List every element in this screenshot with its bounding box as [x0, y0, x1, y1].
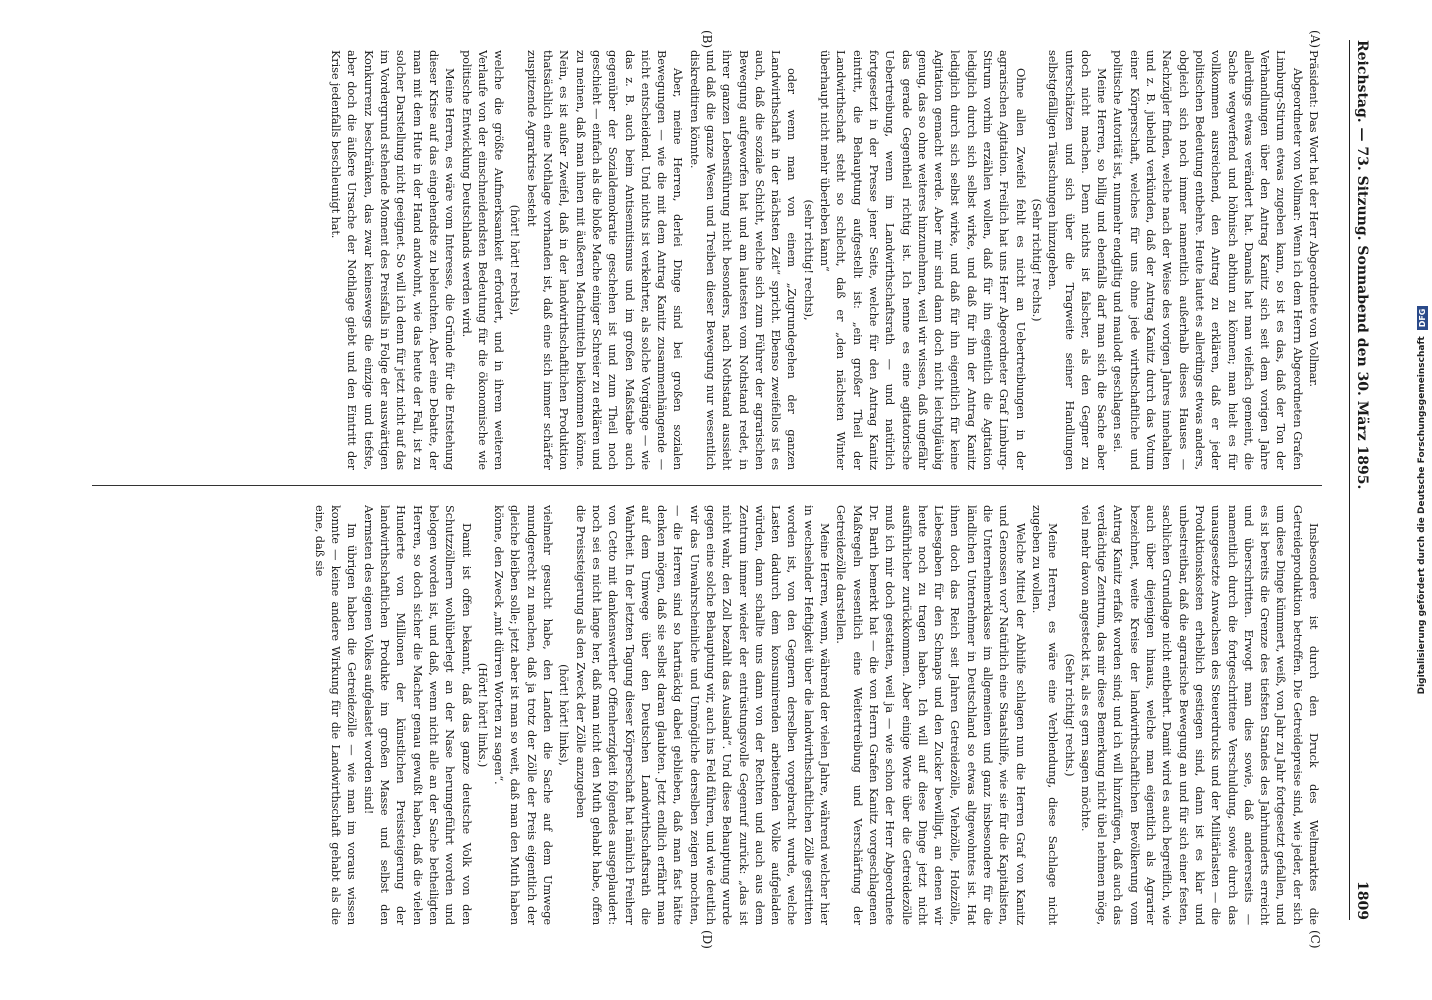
column-divider [92, 485, 1322, 486]
paragraph: Meine Herren, so billig und ebenfalls darf man sich die Sache aber doch nicht machen. Denn nichts ist falscher, als den Gegner zu unterschätzen und sich über die Tragweite seiner Handlungen selbstgefälligen Täuschungen hinzugeben. [1046, 50, 1110, 470]
margin-marker-b: (B) [700, 30, 714, 49]
paragraph: Im übrigen haben die Getreidezölle — wie man im voraus wissen konnte — keine andere Wirkung für die Landwirthschaft gehabt als die eine, daß sie [312, 505, 360, 925]
paragraph: (Hört! hört! links.) [475, 662, 490, 768]
paragraph: Damit ist offen bekannt, daß das ganze deutsche Volk von den Schutzzöllnern wohlüberlegt an der Nase herumgeführt worden und belogen worden ist, und daß, wenn nicht alle an der Sache betheiligten Herren, so doch sicher die Macher genau gewußt haben, daß die vielen Hunderte von Millionen der künstlichen Preissteigerung der landwirthschaftlichen Produkte im großen Masse und selbst den Aermsten des eigenen Volkes aufgelastet worden sind! [361, 505, 474, 925]
paragraph: Insbesondere ist durch den Druck des Weltmarktes die Getreideproduktion betroffen. Die Getreidepreise sind, wie jeder, der sich um diese Dinge kümmert, weiß, von Jahr zu Jahr fortgesetzt gefallen, und es ist bereits die Grenze des tiefsten Standes des Jahrhunderts erreicht und überschritten. Erwogt man dies sowie, daß andererseits — namentlich durch die fortgeschrittene Verschuldung, sowie durch das unausgesetzte Anwachsen des Steuerdrucks und der Militärlasten — die Produktionskosten erheblich gestiegen sind, dann ist es klar und unbestreitbar, daß die agrarische Bewegung an und für sich einer festen, sachlichen Grundlage nicht entbehrt. Damit wird es auch begreiflich, wie auch über diejenigen hinaus, welche man eigentlich als Agrarier bezeichnet, weite Kreise der landwirthschaftlichen Bevölkerung vom Antrag Kanitz erfaßt worden sind; und ich will hinzufügen, daß auch das verdächtige Zentrum, das mir diese Bemerkung nicht übel nehmen möge, viel mehr davon angesteckt ist, als es gern sagen möchte. [1078, 505, 1321, 925]
page-header [1349, 40, 1372, 920]
paragraph: Meine Herren, es wäre vom Interesse, die Gründe für die Entstehung dieser Krise auf das eingehendste zu beleuchten. Aber eine Debatte, der man mit dem Hute in der Hand andwohnt, wie das heute der Fall, ist zu solcher Darstellung nicht geeignet. So will ich denn für jetzt nicht auf das im Vordergrund stehende Moment des Preisfalls in Folge der auswärtigen Konkurrenz beschränken, das zwar keineswegs die einzige und tiefste, aber doch die äußere Ursache der Nothlage giebt und den Eintritt der Krise jedenfalls beschleunigt hat. [329, 50, 458, 470]
paragraph: vielmehr gesucht habe, den Landen die Sache auf dem Umwege mundgerecht zu machen, daß ja trotz der Zölle der Preis eigentlich der gleiche bleiben solle; jetzt aber ist man so weit, daß man den Muth haben könne, den Zweck „mit dürren Worten zu sagen“. [492, 505, 556, 925]
margin-marker-a: (A) [1308, 30, 1322, 49]
page-number: 1809 [1354, 881, 1370, 920]
paragraph: Präsident: Das Wort hat der Herr Abgeordnete von Vollmar. [1307, 50, 1321, 387]
margin-marker-d: (D) [700, 930, 714, 949]
paragraph: oder wenn man von einem „Zugrundegehen der ganzen Landwirthschaft in der nächsten Zeit“ spricht. Ebenso zweifellos ist es auch, daß die soziale Schicht, welche sich zum Führer der agrarischen Bewegung aufgeworfen hat und am lautesten vom Nothstand redet, in ihrer ganzen Lebensführung nicht besonders, nach Nothstand aussieht und daß die ganze Wesen und Treiben dieser Bewegung nur wesentlich diskreditiren könnte. [687, 50, 800, 470]
digitization-note [1412, 0, 1432, 1000]
paragraph: (hört! hört! links), [557, 664, 572, 766]
paragraph: Meine Herren, wenn, während der vielen Jahre, während welcher hier in wechselnder Heftigkeit über die landwirthschaftlichen Zölle gestritten worden ist, von den Gegnern derselben vorgebracht wurde, welche Lasten dadurch dem konsumirenden arbeitenden Volke aufgeladen würden, dann schallte uns dann von der Rechten und auch aus dem Zentrum immer wieder der entrüstungsvolle Gegenruf zurück: „das ist nicht wahr, den Zoll bezahlt das Ausland“. Und diese Behauptung wurde gegen eine solche Behauptung wir, auch ins Feld führen, und wie deutlich wir das Unwahrscheinliche und Unmögliche derselben zeigen mochten, — die Herren sind so hartnäckig dabei geblieben, daß man fast hätte denken mögen, daß sie selbst daran glaubten. Jetzt endlich erfährt man auf dem Umwege über den Deutschen Landwirthschaftsrath die Wahrheit. In der letzten Tagung dieser Körperschaft hat nämlich Freiherr von Cetto mit dankenswerther Offenherzigkeit folgendes ausgeplaudert: noch sei es nicht lange her, daß man nicht den Muth gehabt habe, offen die Preissteigerung als den Zweck der Zölle anzugeben [573, 505, 833, 925]
left-column [87, 50, 1322, 470]
right-column [87, 505, 1322, 925]
paragraph: Abgeordneter von Vollmar: Wenn ich dem Herrn Abgeordneten Grafen Limburg-Stirum etwas zugeben kann, so ist es das, daß der Ton der Verhandlungen über den Antrag Kanitz sich seit dem vorigen Jahre allerdings etwas verändert hat. Damals hat man vielfach gemeint, die Sache wegwerfend und höhnisch abthun zu können; man hielt es für vollkommen ausreichend, den Antrag zu erklären, daß er jeder politischen Bedeutung entbehre. Heute lautet es allerdings etwas anders, obgleich sich noch immer namentlich außerhalb dieses Hauses — Nachzügler finden, welche nach der Weise des vorigen Jahres innehalten und z. B. jubelnd verkünden, daß der Antrag Kanitz durch das Votum einer Körperschaft, welches für uns ohne jede wirthschaftliche und politische Autorität ist, nunmehr endgiltig und maulodt geschlagen sei. [1111, 50, 1305, 470]
margin-marker-c: (C) [1308, 930, 1322, 949]
paragraph: Meine Herren, es wäre eine Verblendung, diese Sachlage nicht zugeben zu wollen. [1029, 505, 1061, 925]
paragraph: Ohne allen Zweifel fehlt es nicht an Uebertreibungen in der agrarischen Agitation. Freilich hat uns Herr Abgeordneter Graf Limburg-Stirum vorhin erzählen wollen, daß für ihn eigentlich die Agitation lediglich durch sich selbst wirke, und daß für ihn der Antrag Kanitz lediglich durch sich selbst wirke, und daß für ihn eigentlich für keine Agitation gemacht werde. Aber mir sind dann doch nicht leichtgläubig genug, das so ohne weiteres hinzunehmen, weil wir wissen, daß ungefähr das gerade Gegentheil richtig ist. Ich nenne es eine agitatorische Uebertreibung, wenn im Landwirthschaftsrath — und natürlich fortgesetzt in der Presse jener Seite, welche für den Antrag Kanitz eintritt, die Behauptung aufgestellt ist: „ein großer Theil der Landwirthschaft steht so schlecht, daß er „den nächsten Winter überhaupt nicht mehr überleben kann“ [818, 50, 1028, 470]
paragraph: (Sehr richtig! rechts.) [1029, 198, 1044, 322]
digitization-text: Digitalisierung gefördert durch die Deutsche Forschungsgemeinschaft [1417, 336, 1427, 695]
header-title: Reichstag. — 73. Sitzung. Sonnabend den 30. März 1895. [1354, 40, 1370, 490]
paragraph: (Sehr richtig! rechts.) [1062, 653, 1077, 777]
paragraph: (hört! hört! rechts), [508, 204, 523, 316]
dfg-logo: DFG [1417, 306, 1428, 331]
paragraph: Welche Mittel der Abhilfe schlagen nun die Herren Graf von Kanitz und Genossen vor? Natürlich eine Staatshilfe, wie sie für die Kapitalisten, die Unternehmerklasse im allgemeinen und ganz insbesondere für die ländlichen Unternehmer in Deutschland so etwas altgewohntes ist. Hat ihnen doch das Reich seit Jahren Getreidezölle, Viehzölle, Holzzölle, Liebesgaben für den Schnaps und den Zucker bewilligt, an denen wir heute noch zu tragen haben. Ich will auf diese Dinge jetzt nicht ausführlicher zurückkommen. Aber einige Worte über die Getreidezölle muß ich mir doch gestatten, weil ja — wie schon der Herr Abgeordnete Dr. Barth bemerkt hat — die von Herrn Grafen Kanitz vorgeschlagenen Maßregeln wesentlich eine Weitertreibung und Verschärfung der Getreidezölle darstellen. [834, 505, 1028, 925]
paragraph: (sehr richtig! rechts), [801, 199, 816, 321]
paragraph: Aber, meine Herren, derlei Dinge sind bei großen sozialen Bewegungen — wie die mit dem Antrag Kanitz zusammenhängende — nicht entscheidend. Und nichts ist verkehrter, als solche Vorgänge — wie das z. B. auch beim Antisemitismus und im großen Maßstabe auch gegenüber der Sozialdemokratie geschehen ist und zum Theil noch geschieht — einfach als die bloße Mache einiger Schreier zu erklären und zu meinen, daß man ihnen mit äußeren Machtmitteln beikommen könne. Nein, es ist außer Zweifel, daß in der landwirthschaftlichen Produktion thatsächlich eine Nothlage vorhanden ist, daß eine sich immer schärfer zuspitzende Agrarkrise besteht [524, 50, 686, 470]
paragraph: welche die größte Aufmerksamkeit erfordert, und in ihrem weiteren Verlaufe von der einschneidendsten Bedeutung für die ökonomische wie politische Entwicklung Deutschlands werden wird. [459, 50, 507, 470]
